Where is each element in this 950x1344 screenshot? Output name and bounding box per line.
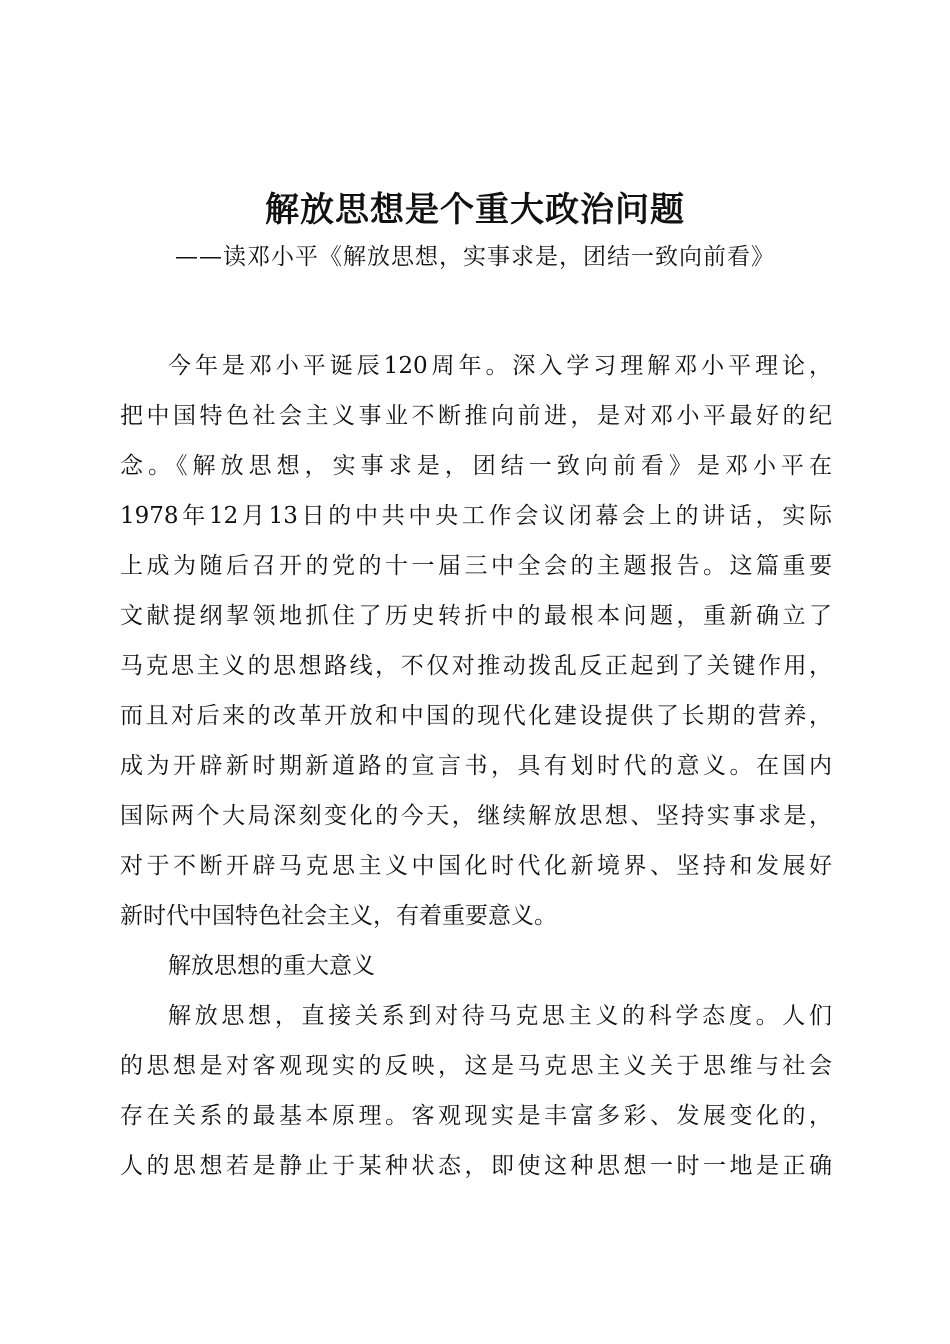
paragraph-line: 对于不断开辟马克思主义中国化时代化新境界、坚持和发展好 <box>120 853 832 879</box>
paragraph-significance <box>120 991 832 1191</box>
paragraph-intro <box>120 341 832 941</box>
section-heading: 解放思想的重大意义 <box>168 953 375 979</box>
paragraph-line: 而且对后来的改革开放和中国的现代化建设提供了长期的营养， <box>120 703 832 729</box>
paragraph-line: 今年是邓小平诞辰120周年。深入学习理解邓小平理论， <box>168 353 832 379</box>
paragraph-line: 国际两个大局深刻变化的今天，继续解放思想、坚持实事求是， <box>120 803 832 829</box>
paragraph-line: 把中国特色社会主义事业不断推向前进，是对邓小平最好的纪 <box>120 403 832 429</box>
paragraph-line: 新时代中国特色社会主义，有着重要意义。 <box>120 903 557 929</box>
paragraph-line: 马克思主义的思想路线，不仅对推动拨乱反正起到了关键作用， <box>120 653 832 679</box>
document-subtitle: ——读邓小平《解放思想，实事求是，团结一致向前看》 <box>175 244 775 270</box>
paragraph-line: 上成为随后召开的党的十一届三中全会的主题报告。这篇重要 <box>120 553 832 579</box>
paragraph-line: 解放思想，直接关系到对待马克思主义的科学态度。人们 <box>168 1003 832 1029</box>
paragraph-line: 存在关系的最基本原理。客观现实是丰富多彩、发展变化的， <box>120 1103 832 1129</box>
document-body <box>120 341 832 1191</box>
paragraph-line: 成为开辟新时期新道路的宣言书，具有划时代的意义。在国内 <box>120 753 832 779</box>
paragraph-line: 人的思想若是静止于某种状态，即使这种思想一时一地是正确 <box>120 1153 832 1179</box>
paragraph-line: 1978年12月13日的中共中央工作会议闭幕会上的讲话，实际 <box>120 503 832 529</box>
paragraph-line: 念。《解放思想，实事求是，团结一致向前看》是邓小平在 <box>120 453 832 479</box>
document-title: 解放思想是个重大政治问题 <box>265 190 685 230</box>
paragraph-line: 的思想是对客观现实的反映，这是马克思主义关于思维与社会 <box>120 1053 832 1079</box>
paragraph-line: 文献提纲挈领地抓住了历史转折中的最根本问题，重新确立了 <box>120 603 832 629</box>
